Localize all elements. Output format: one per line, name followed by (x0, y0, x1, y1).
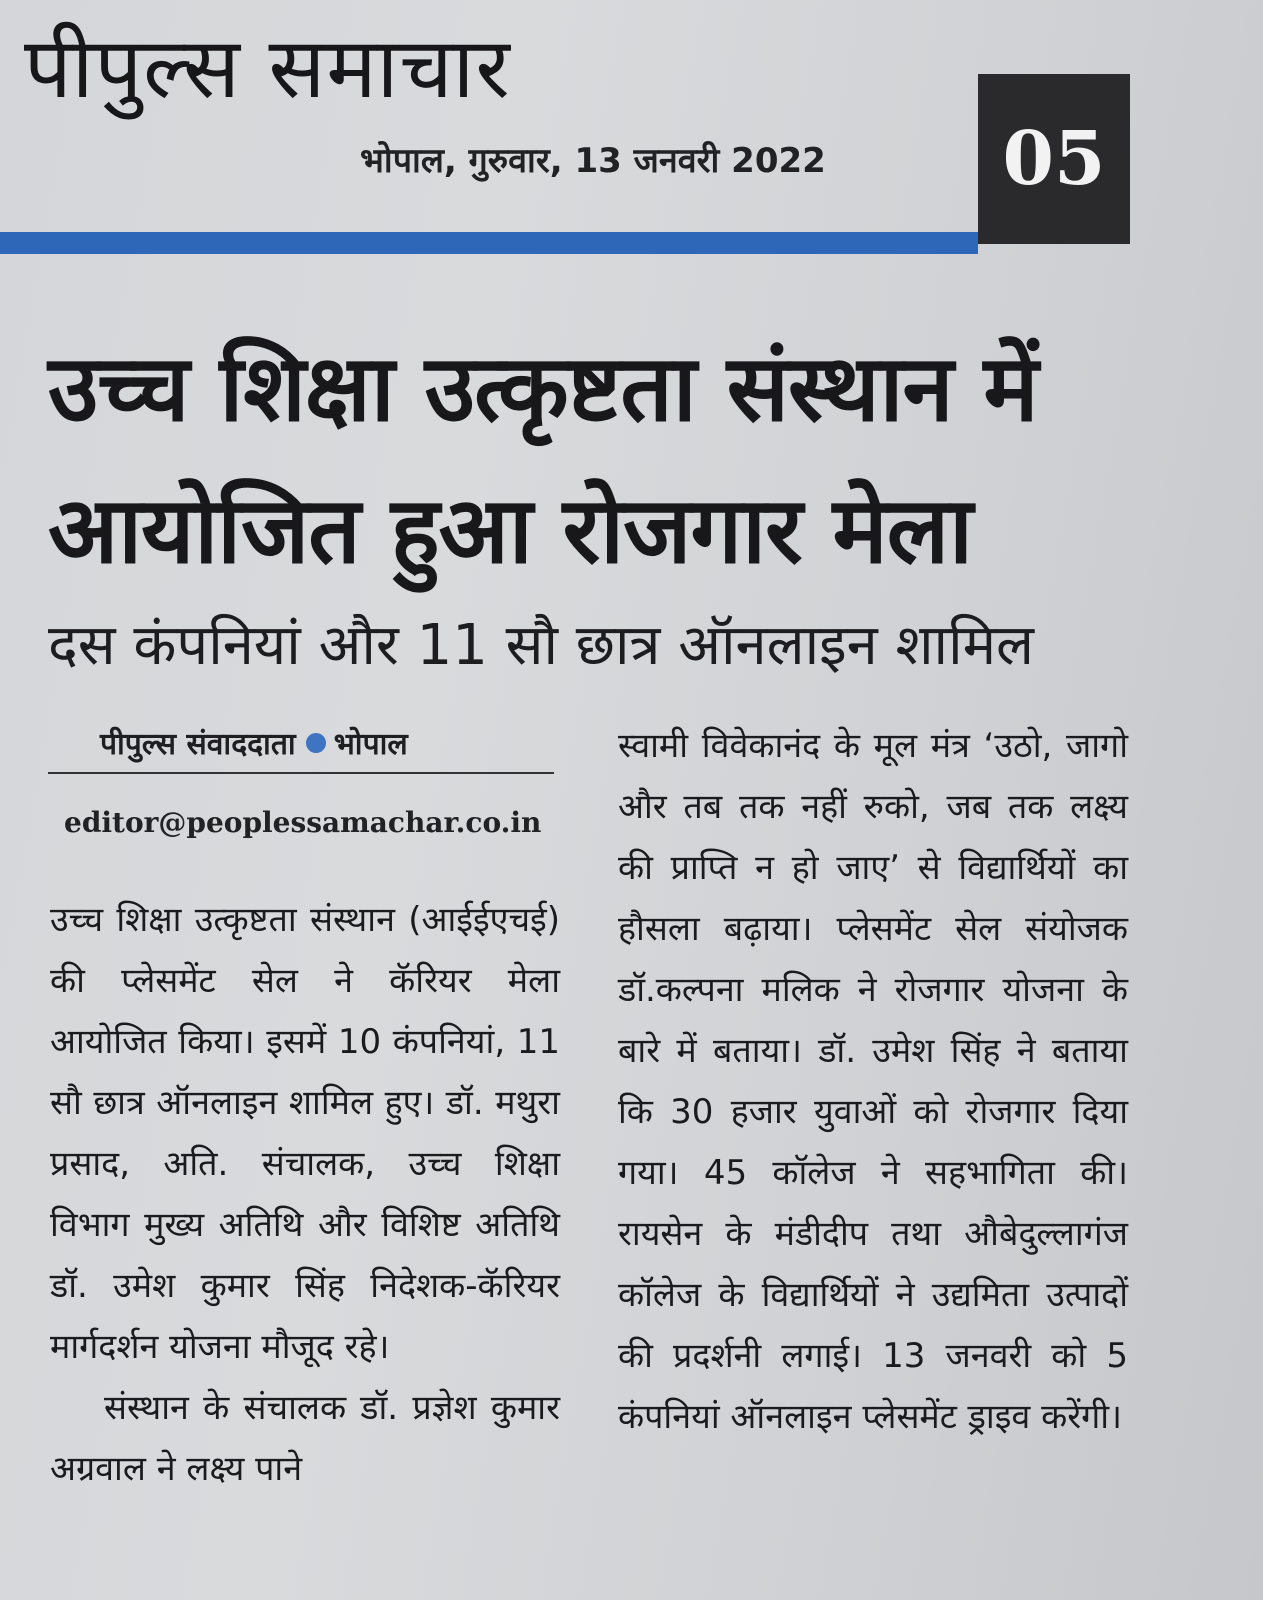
article-subheadline: दस कंपनियां और 11 सौ छात्र ऑनलाइन शामिल (48, 613, 1035, 678)
article-column-left (50, 890, 560, 1500)
article-paragraph: संस्थान के संचालक डॉ. प्रज्ञेश कुमार अग्रवाल ने लक्ष्य पाने (50, 1388, 560, 1489)
byline-place: भोपाल (333, 727, 408, 762)
article-headline: उच्च शिक्षा उत्कृष्टता संस्थान में आयोजित हुआ रोजगार मेला (48, 335, 1038, 584)
byline (100, 722, 408, 763)
editor-email: editor@peoplessamachar.co.in (64, 806, 542, 839)
header-blue-rule (0, 232, 978, 254)
byline-divider (48, 772, 554, 774)
article-paragraph: स्वामी विवेकानंद के मूल मंत्र ‘उठो, जागो और तब तक नहीं रुको, जब तक लक्ष्य की प्राप्ति न हो जाए’ से विद्यार्थियों का हौसला बढ़ाया। प्लेसमेंट सेल संयोजक डॉ.कल्पना मलिक ने रोजगार योजना के बारे में बताया। डॉ. उमेश सिंह ने बताया कि 30 हजार युवाओं को रोजगार दिया गया। 45 कॉलेज ने सहभागिता की। रायसेन के मंडीदीप तथा औबेदुल्लागंज कॉलेज के विद्यार्थियों ने उद्यमिता उत्पादों की प्रदर्शनी लगाई। 13 जनवरी को 5 कंपनियां ऑनलाइन प्लेसमेंट ड्राइव करेंगी। (618, 726, 1128, 1437)
byline-reporter: पीपुल्स संवाददाता (100, 727, 296, 762)
newspaper-masthead: पीपुल्स समाचार (24, 19, 511, 117)
article-column-right (618, 716, 1128, 1448)
page-number-box (978, 74, 1130, 244)
dateline: भोपाल, गुरुवार, 13 जनवरी 2022 (360, 141, 826, 181)
article-paragraph: उच्च शिक्षा उत्कृष्टता संस्थान (आईईएचई) की प्लेसमेंट सेल ने कॅरियर मेला आयोजित किया। इसमें 10 कंपनियां, 11 सौ छात्र ऑनलाइन शामिल हुए। डॉ. मथुरा प्रसाद, अति. संचालक, उच्च शिक्षा विभाग मुख्य अतिथि और विशिष्ट अतिथि डॉ. उमेश कुमार सिंह निदेशक-कॅरियर मार्गदर्शन योजना मौजूद रहे। (50, 900, 560, 1367)
bullet-dot-icon (306, 733, 326, 753)
page-number: 05 (1002, 116, 1106, 202)
